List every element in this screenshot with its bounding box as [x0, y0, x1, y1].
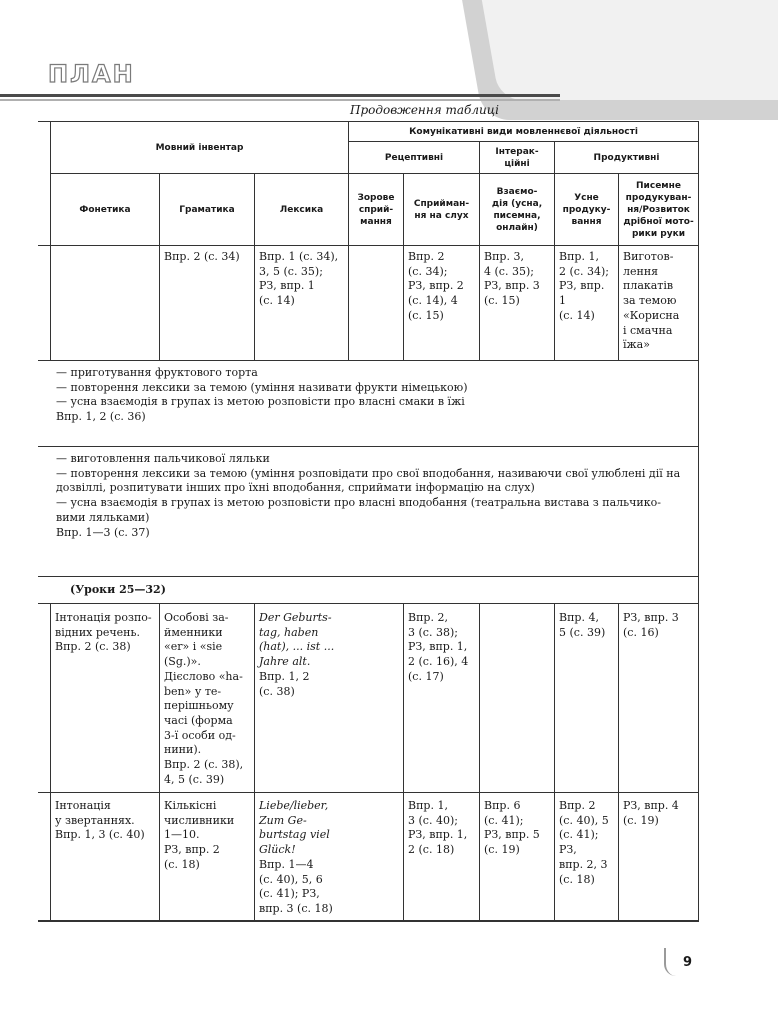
header-interactive: Інтерак- ційні [479, 141, 554, 173]
row2-lexis-phrases: Der Geburts- tag, haben (hat), ... ist ... Jahre alt. [259, 611, 335, 669]
list-item: — усна взаємодія в групах із метою розповісти про власні вподобання (театральна вистава з пальчико- [56, 496, 661, 510]
row1-written: Виготов- лення плакатів за темою «Корисна і смачна їжа» [623, 250, 680, 352]
row2-lexis-exercises: Впр. 1, 2 (с. 38) [259, 669, 310, 698]
row2-written: РЗ, впр. 3 (с. 16) [623, 611, 679, 639]
row2-lexis [255, 607, 348, 699]
header-interaction: Взаємо- дія (усна, писемна, онлайн) [479, 173, 554, 245]
list-item: — усна взаємодія в групах із метою розповісти про власні смаки в їжі [56, 395, 465, 409]
activity-block-finger-puppet [56, 452, 696, 540]
row2-phonetics: Інтонація розпо- відних речень. Впр. 2 (с. 38) [55, 611, 152, 654]
list-item: — повторення лексики за темою (уміння називати фрукти німецькою) [56, 380, 468, 394]
row1-oral: Впр. 1, 2 (с. 34); РЗ, впр. 1 (с. 14) [559, 250, 609, 322]
list-item: дозвіллі, розпитувати інших про їхні вподобання, сприймати інформацію на слух) [56, 481, 535, 495]
continued-label: Продовження таблиці [350, 103, 499, 117]
header-phonetics: Фонетика [50, 173, 159, 245]
row1-grammar: Впр. 2 (с. 34) [164, 250, 240, 263]
row1-interaction: Впр. 3, 4 (с. 35); РЗ, впр. 3 (с. 15) [484, 250, 540, 308]
list-item: вими ляльками) [56, 510, 150, 524]
row2-grammar: Особові за- йменники «er» і «sie (Sg.)». Дієслово «ha- ben» у те- перішньому часі (форма 3-ї особи од- нини). Впр. 2 (с. 38), 4, 5 (с. 39) [164, 611, 244, 786]
header-grammar: Граматика [159, 173, 254, 245]
header-written: Писемне продукуван- ня/Розвиток дрібної мото- рики руки [618, 173, 698, 245]
header-oral: Усне продуку- вання [554, 173, 618, 245]
header-lexis: Лексика [254, 173, 348, 245]
list-item: — виготовлення пальчикової ляльки [56, 452, 270, 465]
page-number: 9 [664, 948, 700, 976]
section-label: (Уроки 25—32) [70, 583, 166, 596]
row3-phonetics: Інтонація у звертаннях. Впр. 1, 3 (с. 40) [55, 799, 145, 842]
row2-listening: Впр. 2, 3 (с. 38); РЗ, впр. 1, 2 (с. 16), 4 (с. 17) [408, 611, 469, 683]
row3-written: РЗ, впр. 4 (с. 19) [623, 799, 679, 827]
header-mov-inventory: Мовний інвентар [50, 121, 348, 173]
row3-lexis-exercises: Впр. 1—4 (с. 40), 5, 6 (с. 41); РЗ, впр. 3 (с. 18) [259, 857, 333, 915]
page-title: ПЛАН [48, 60, 135, 88]
header-comm-activity: Комунікативні види мовленнєвої діяльності [348, 121, 698, 141]
row3-lexis-phrases: Liebe/lieber, Zum Ge- burtstag viel Glück! [259, 799, 330, 857]
list-item: Впр. 1, 2 (с. 36) [56, 410, 146, 424]
row3-grammar: Кількісні числивники 1—10. РЗ, впр. 2 (с. 18) [164, 799, 235, 871]
row2-oral: Впр. 4, 5 (с. 39) [559, 611, 606, 639]
list-item: — приготування фруктового торта [56, 366, 258, 379]
row3-listening: Впр. 1, 3 (с. 40); РЗ, впр. 1, 2 (с. 18) [408, 799, 468, 857]
row3-lexis [255, 795, 348, 917]
header-rule [0, 94, 560, 97]
header-rule-light [0, 99, 560, 101]
row1-lexis: Впр. 1 (с. 34), 3, 5 (с. 35); РЗ, впр. 1 (с. 14) [259, 250, 339, 308]
header-listening: Сприйман- ня на слух [403, 173, 479, 245]
row1-listening: Впр. 2 (с. 34); РЗ, впр. 2 (с. 14), 4 (с. 15) [408, 250, 464, 322]
header-productive: Продуктивні [554, 141, 698, 173]
list-item: Впр. 1—3 (с. 37) [56, 525, 150, 539]
row3-interaction: Впр. 6 (с. 41); РЗ, впр. 5 (с. 19) [484, 799, 540, 857]
row3-oral: Впр. 2 (с. 40), 5 (с. 41); РЗ, впр. 2, 3 (с. 18) [559, 799, 609, 886]
corner-tab-decoration-inner [477, 0, 778, 100]
header-visual: Зорове сприй- мання [348, 173, 403, 245]
activity-block-fruit-cake [56, 366, 696, 425]
header-receptive: Рецептивні [348, 141, 479, 173]
list-item: — повторення лексики за темою (уміння розповідати про свої вподобання, називаючи свої улюблені дії на [56, 466, 681, 480]
